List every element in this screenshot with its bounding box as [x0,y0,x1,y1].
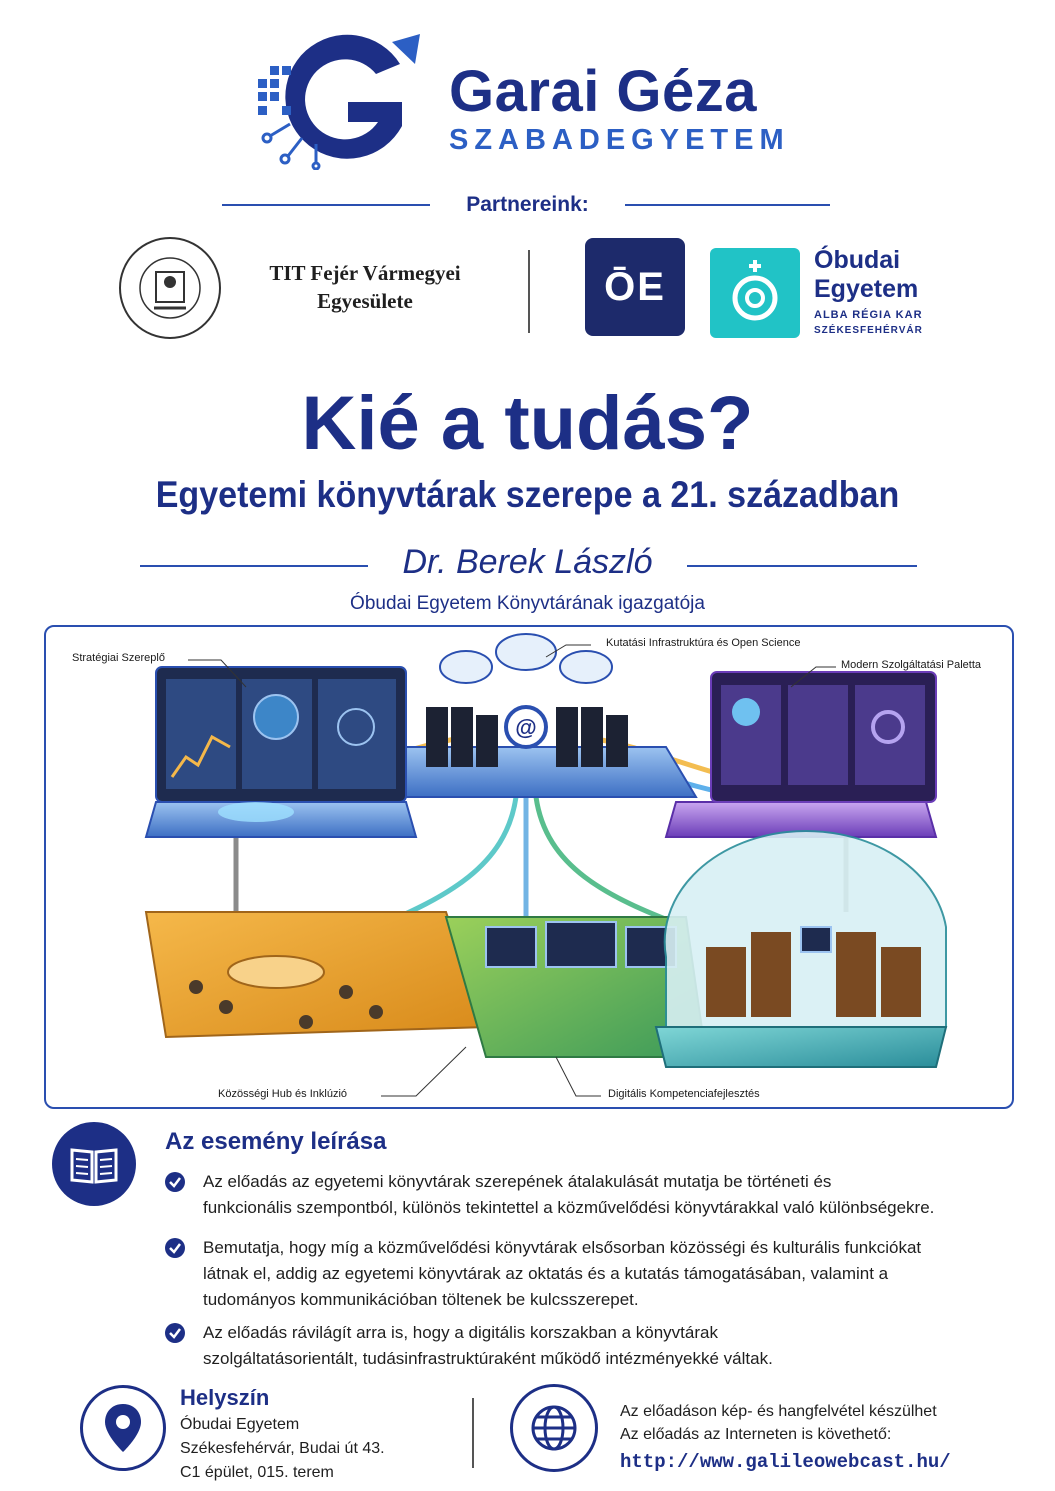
bullet-3-line1: Az előadás rávilágít arra is, hogy a digitális korszakban a könyvtárak [203,1323,718,1342]
bullet-2-line3: tudományos kommunikációban töltenek be kulcsszerepet. [203,1290,639,1309]
obuda-sub1: ALBA RÉGIA KAR [814,309,923,321]
tit-name [250,259,480,315]
check-icon [165,1238,185,1258]
webcast-link[interactable]: http://www.galileowebcast.hu/ [620,1451,951,1473]
bullet-3-line2: szolgáltatásorientált, tudásinfrastruktúraként működő intézményekké váltak. [203,1349,773,1368]
description-bullet [165,1320,1005,1374]
obuda-line1: Óbudai [814,246,901,274]
recording-line2: Az előadás az Interneten is követhető: [620,1426,892,1443]
description-bullet [165,1169,1005,1223]
callout-digital: Digitális Kompetenciafejlesztés [608,1088,760,1100]
description-title: Az esemény leírása [165,1128,387,1155]
library-illustration [44,625,1014,1109]
main-title: Kié a tudás? [301,381,754,466]
recording-line1: Az előadáson kép- és hangfelvétel készülhet [620,1403,937,1420]
book-icon [52,1122,136,1206]
speaker-name: Dr. Berek László [402,543,653,581]
tit-seal-icon [110,236,230,340]
oe-logo: ŌE [585,238,685,336]
bullet-2-line1: Bemutatja, hogy míg a közművelődési könyvtárak elsősorban közösségi és kulturális funkciókat [203,1238,922,1257]
location-line3: C1 épület, 015. terem [180,1464,334,1481]
illustration-scene [46,627,1012,1107]
speaker-role: Óbudai Egyetem Könyvtárának igazgatója [350,593,705,614]
partners-rule-right [625,204,830,206]
obuda-title [814,246,918,304]
partners-label: Partnereink: [466,193,589,216]
check-icon [165,1323,185,1343]
callout-services: Modern Szolgáltatási Paletta [841,659,982,671]
callout-community: Közösségi Hub és Inklúzió [218,1088,348,1100]
callout-research: Kutatási Infrastruktúra és Open Science [606,637,801,649]
footer-separator [472,1398,474,1468]
description-bullet [165,1235,1005,1315]
obuda-subtitle [814,307,923,339]
garai-geza-logo-icon [250,24,430,170]
location-line1: Óbudai Egyetem [180,1416,300,1433]
brand-title: Garai Géza [449,59,758,124]
obuda-logo-icon [710,248,800,338]
center-symbol: @ [515,715,537,740]
bullet-1-line1: Az előadás az egyetemi könyvtárak szerepének átalakulását mutatja be történeti és [203,1172,832,1191]
bullet-2-line2: látnak el, addig az egyetemi könyvtárak az oktatás és a kutatás támogatásában, valamint a [203,1264,889,1283]
callout-strategic: Stratégiai Szereplő [72,652,165,664]
main-subtitle: Egyetemi könyvtárak szerepe a 21. században [155,474,900,515]
tit-name-line1: TIT Fejér Vármegyei [269,261,461,285]
globe-icon [510,1384,598,1472]
obuda-line2: Egyetem [814,275,919,303]
speaker-rule-right [687,565,917,567]
location-pin-icon [80,1385,166,1471]
location-title: Helyszín [180,1385,270,1410]
check-icon [165,1172,185,1192]
partner-separator [528,250,530,333]
tit-name-line2: Egyesülete [317,289,413,313]
bullet-1-line2: funkcionális szempontból, különös tekintettel a közművelődési könyvtárakkal való különbségekre. [203,1198,935,1217]
location-line2: Székesfehérvár, Budai út 43. [180,1440,385,1457]
obuda-sub2: SZÉKESFEHÉRVÁR [814,325,923,336]
brand-subtitle: SZABADEGYETEM [449,124,790,156]
